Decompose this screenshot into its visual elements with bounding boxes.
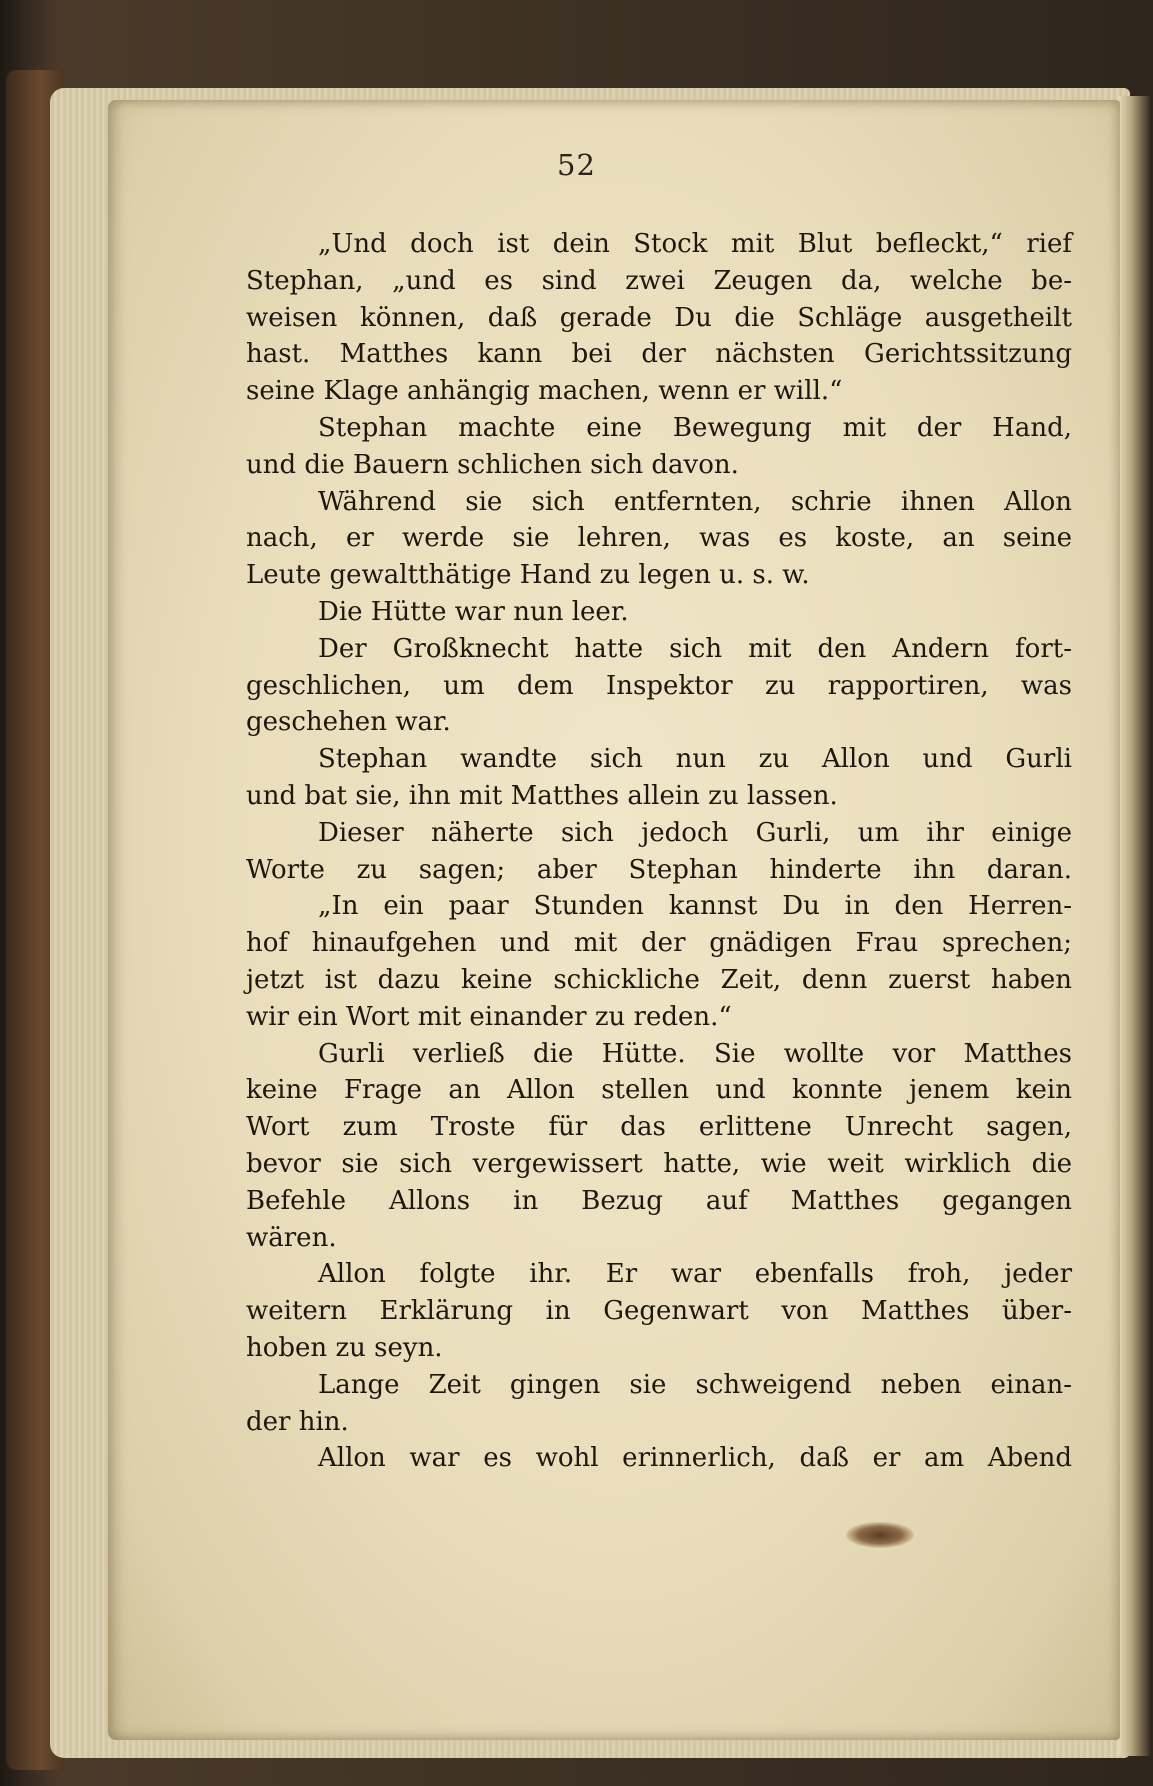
text-line: Leute gewaltthätige Hand zu legen u. s. w. xyxy=(246,560,810,591)
text-line: Der Großknecht hatte sich mit den Andern fort- xyxy=(318,633,1072,664)
text-line: seine Klage anhängig machen, wenn er will.“ xyxy=(246,376,843,407)
text-line: Dieser näherte sich jedoch Gurli, um ihr einige xyxy=(318,817,1072,848)
text-line: Allon folgte ihr. Er war ebenfalls froh, jeder xyxy=(318,1259,1072,1290)
page-right-edge xyxy=(1118,96,1150,1756)
text-line: Stephan wandte sich nun zu Allon und Gurli xyxy=(318,744,1072,775)
text-line: jetzt ist dazu keine schickliche Zeit, denn zuerst haben xyxy=(246,964,1072,995)
text-line: wir ein Wort mit einander zu reden.“ xyxy=(246,1001,732,1032)
text-line: weisen können, daß gerade Du die Schläge ausgetheilt xyxy=(246,302,1072,333)
text-line: Während sie sich entfernten, schrie ihnen Allon xyxy=(318,486,1072,517)
text-line: Stephan machte eine Bewegung mit der Hand, xyxy=(318,412,1072,443)
text-line: bevor sie sich vergewissert hatte, wie weit wirklich die xyxy=(246,1148,1072,1179)
page-text xyxy=(246,226,1072,1477)
text-line: geschehen war. xyxy=(246,707,451,738)
text-line: keine Frage an Allon stellen und konnte jenem kein xyxy=(246,1075,1072,1106)
text-line: Lange Zeit gingen sie schweigend neben einan- xyxy=(318,1369,1072,1400)
text-line: wären. xyxy=(246,1222,337,1253)
text-line: nach, er werde sie lehren, was es koste, an seine xyxy=(246,523,1072,554)
page-number: 52 xyxy=(557,148,596,182)
text-line: und die Bauern schlichen sich davon. xyxy=(246,449,739,480)
text-line: Wort zum Troste für das erlittene Unrecht sagen, xyxy=(246,1112,1072,1143)
text-line: Stephan, „und es sind zwei Zeugen da, welche be- xyxy=(246,265,1072,296)
text-line: der hin. xyxy=(246,1406,349,1437)
text-line: hast. Matthes kann bei der nächsten Gerichtssitzung xyxy=(246,339,1072,370)
paper-stain xyxy=(846,1522,914,1548)
text-line: „Und doch ist dein Stock mit Blut befleckt,“ rief xyxy=(318,229,1072,259)
text-line: geschlichen, um dem Inspektor zu rapportiren, was xyxy=(246,670,1072,701)
text-line: Allon war es wohl erinnerlich, daß er am Abend xyxy=(318,1443,1072,1474)
text-line: weitern Erklärung in Gegenwart von Matthes über- xyxy=(246,1296,1072,1327)
text-line: und bat sie, ihn mit Matthes allein zu lassen. xyxy=(246,780,838,811)
text-line: hoben zu seyn. xyxy=(246,1332,443,1363)
text-line: hof hinaufgehen und mit der gnädigen Frau sprechen; xyxy=(246,928,1072,959)
text-line: Die Hütte war nun leer. xyxy=(318,596,629,627)
text-line: Befehle Allons in Bezug auf Matthes gegangen xyxy=(246,1185,1072,1216)
text-line: „In ein paar Stunden kannst Du in den Herren- xyxy=(318,891,1072,922)
text-line: Gurli verließ die Hütte. Sie wollte vor Matthes xyxy=(318,1038,1072,1069)
text-line: Worte zu sagen; aber Stephan hinderte ihn daran. xyxy=(246,854,1072,885)
